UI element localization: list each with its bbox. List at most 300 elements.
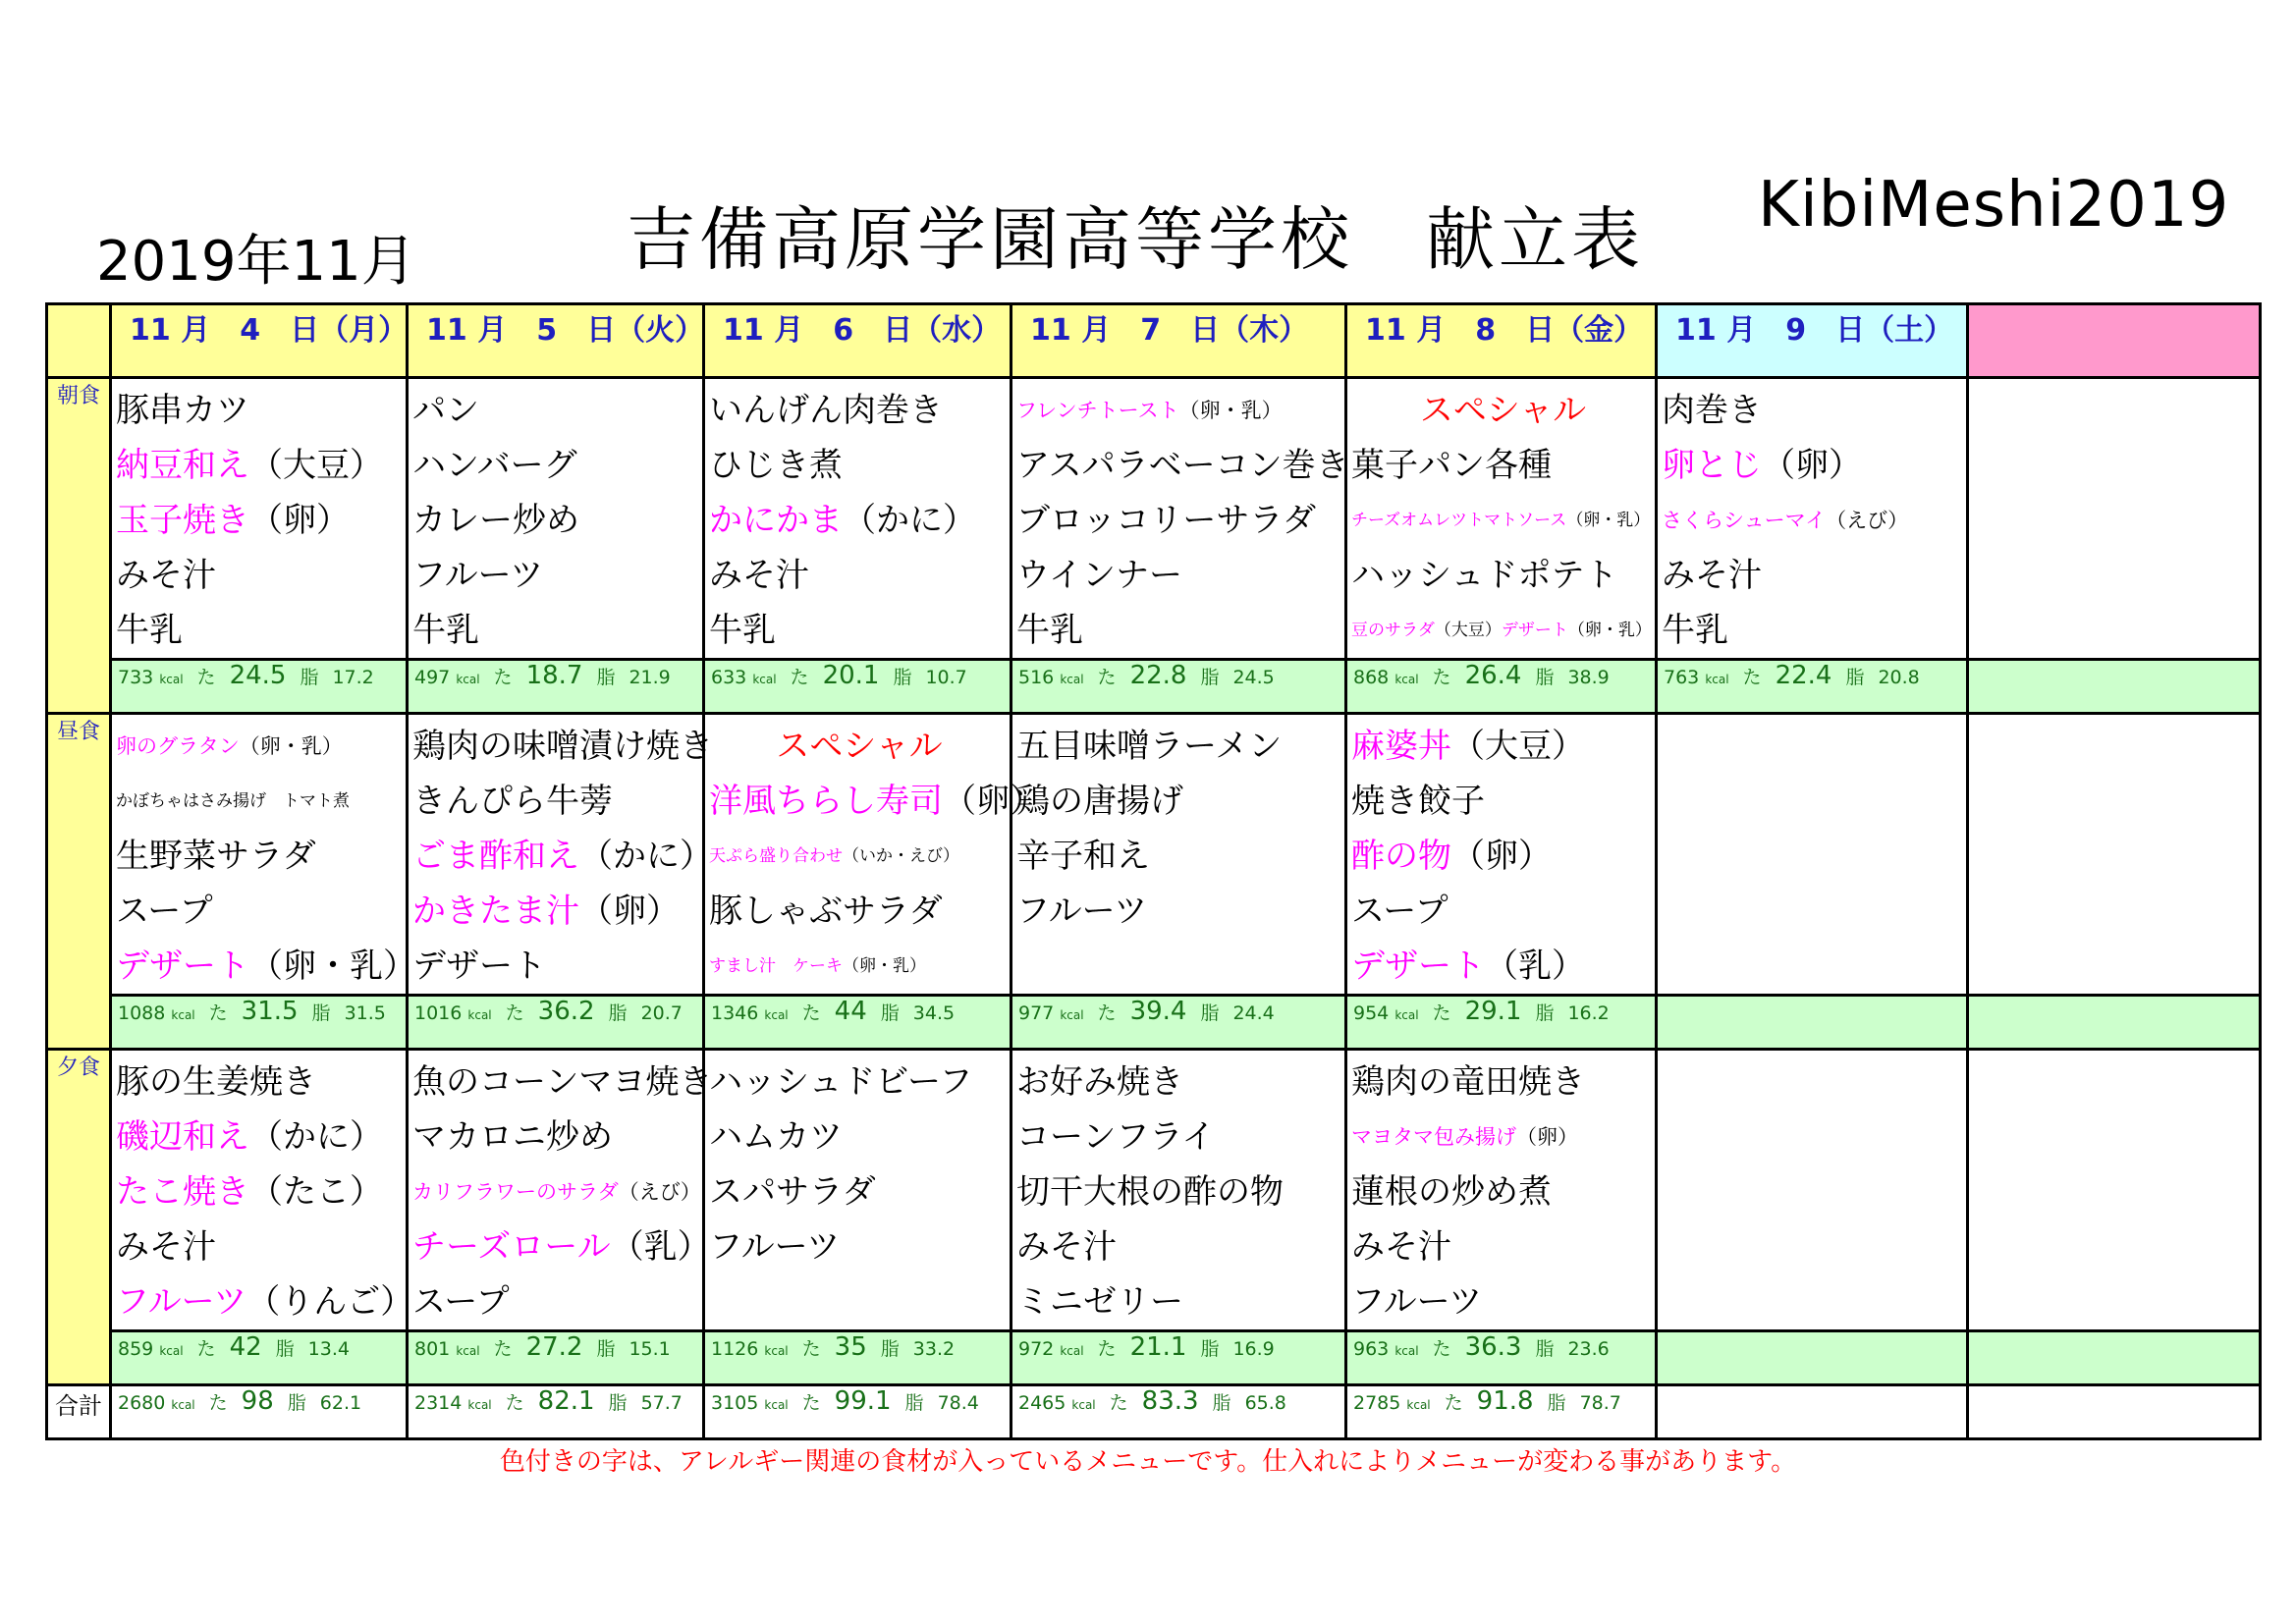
menu-item — [709, 1164, 1010, 1219]
menu-item — [709, 438, 1010, 493]
dish-name: アスパラベーコン巻き — [1016, 446, 1349, 485]
menu-item-list — [1347, 715, 1655, 994]
fat-unit: 脂 — [1547, 1392, 1566, 1414]
fat-unit: 脂 — [904, 1392, 924, 1414]
nutrition-values — [409, 1332, 702, 1362]
nutrition-values — [1012, 661, 1344, 690]
fat-value: 31.5 — [344, 1002, 386, 1024]
menu-item — [412, 1110, 702, 1164]
dish-name: フルーツ — [116, 1282, 247, 1322]
protein-value: 83.3 — [1141, 1386, 1199, 1416]
dish-name: チーズオムレツトマトソース — [1351, 511, 1567, 530]
dish-name: かきたま汁 — [412, 892, 579, 931]
fat-unit: 脂 — [1200, 667, 1220, 688]
header-row — [47, 304, 2261, 378]
dish-name: フルーツ — [1351, 1282, 1483, 1322]
dish-name: 五目味噌ラーメン — [1016, 727, 1283, 766]
meal-cell — [111, 1050, 414, 1331]
nutrition-values — [705, 661, 1010, 690]
menu-item — [1016, 493, 1344, 548]
meal-cell — [1346, 378, 1657, 660]
protein-unit: た — [208, 1392, 228, 1414]
dish-name: みそ汁 — [116, 1227, 216, 1267]
protein-unit: た — [196, 1338, 216, 1360]
meal-cell — [111, 714, 416, 996]
protein-value: 44 — [834, 997, 867, 1026]
kcal-unit: kcal — [171, 1398, 195, 1412]
dish-name: ハッシュドビーフ — [709, 1062, 973, 1102]
protein-value: 18.7 — [525, 661, 583, 690]
kcal-value: 972 — [1018, 1338, 1055, 1360]
fat-unit: 脂 — [1535, 1338, 1555, 1360]
menu-item-list — [112, 379, 406, 658]
menu-item — [709, 774, 1043, 829]
menu-item — [1351, 719, 1655, 774]
meal-cell — [408, 378, 704, 660]
kcal-value: 763 — [1664, 667, 1700, 688]
kcal-unit: kcal — [764, 1398, 789, 1412]
fat-unit: 脂 — [1200, 1002, 1220, 1024]
protein-unit: た — [801, 1392, 821, 1414]
nutrition-values — [409, 997, 702, 1026]
protein-unit: た — [196, 667, 216, 688]
allergen-note: （えび） — [1826, 509, 1909, 532]
menu-item-list — [1347, 1051, 1655, 1329]
menu-item — [1016, 1219, 1344, 1274]
kcal-value: 1126 — [711, 1338, 759, 1360]
menu-item — [1351, 438, 1655, 493]
menu-item — [709, 383, 1010, 438]
total-cell — [111, 1385, 408, 1439]
menu-item — [116, 603, 406, 658]
menu-item — [116, 939, 416, 994]
allergen-note: （大豆） — [1451, 727, 1585, 766]
fat-value: 21.9 — [629, 667, 671, 688]
menu-item — [116, 438, 406, 493]
dish-name: 鶏の唐揚げ — [1016, 782, 1183, 821]
kcal-value: 733 — [118, 667, 154, 688]
fat-unit: 脂 — [608, 1392, 628, 1414]
nutrition-values — [1347, 661, 1655, 690]
breakfast-label: 朝食 — [47, 378, 111, 714]
lunch-label: 昼食 — [47, 714, 111, 1050]
nutrition-cell — [1011, 1331, 1346, 1385]
kcal-value: 859 — [118, 1338, 154, 1360]
fat-unit: 脂 — [608, 1002, 628, 1024]
kcal-value: 1346 — [711, 1002, 759, 1024]
dish-name: 牛乳 — [412, 611, 479, 650]
dish-name: デザート — [1501, 621, 1568, 640]
brand-label: KibiMeshi2019 — [1758, 169, 2230, 242]
dish-name: 洋風ちらし寿司 — [709, 782, 943, 821]
menu-item — [116, 884, 406, 939]
dish-name: カレー炒め — [412, 501, 579, 540]
menu-item — [1351, 774, 1655, 829]
dish-name: 豚しゃぶサラダ — [709, 892, 943, 931]
nutrition-cell — [704, 660, 1011, 714]
allergen-note: （たこ） — [249, 1172, 383, 1212]
menu-item — [1016, 774, 1344, 829]
lunch-nutrition-row — [47, 996, 2261, 1050]
allergen-note: （卵・乳） — [843, 956, 926, 976]
dish-name: 蓮根の炒め煮 — [1351, 1172, 1552, 1212]
menu-item-list — [1012, 379, 1349, 658]
dish-name: 納豆和え — [116, 446, 249, 485]
menu-item — [116, 1274, 414, 1329]
allergen-note: （かに） — [579, 837, 713, 876]
protein-value: 99.1 — [834, 1386, 892, 1416]
allergen-note: （卵） — [579, 892, 680, 931]
menu-item — [116, 493, 406, 548]
fat-unit: 脂 — [1212, 1392, 1231, 1414]
menu-item — [709, 829, 1010, 884]
dish-name: お好み焼き — [1016, 1062, 1183, 1102]
kcal-unit: kcal — [1071, 1398, 1096, 1412]
protein-value: 98 — [241, 1386, 274, 1416]
menu-item — [1662, 548, 1966, 603]
dish-name: 鶏肉の味噌漬け焼き — [412, 727, 713, 766]
meal-cell — [1657, 378, 1968, 660]
menu-item — [709, 719, 1010, 774]
fat-unit: 脂 — [596, 1338, 616, 1360]
protein-value: 20.1 — [822, 661, 880, 690]
fat-value: 16.9 — [1232, 1338, 1275, 1360]
nutrition-values — [705, 1386, 1010, 1416]
menu-item — [1016, 383, 1344, 438]
dish-name: 卵とじ — [1662, 446, 1762, 485]
fat-unit: 脂 — [311, 1002, 331, 1024]
kcal-value: 801 — [414, 1338, 451, 1360]
menu-item — [116, 1164, 406, 1219]
dish-name: 魚のコーンマヨ焼き — [412, 1062, 713, 1102]
kcal-value: 954 — [1353, 1002, 1390, 1024]
dish-name: きんぴら牛蒡 — [412, 782, 613, 821]
meal-cell — [111, 378, 408, 660]
kcal-value: 1088 — [118, 1002, 166, 1024]
dish-name: 天ぷら盛り合わせ — [709, 846, 843, 866]
allergen-note: （えび） — [618, 1180, 701, 1204]
meal-cell-empty — [1968, 378, 2261, 660]
kcal-unit: kcal — [752, 673, 777, 686]
protein-unit: た — [208, 1002, 228, 1024]
day-header-thu: 11 月 7 日（木） — [1011, 304, 1346, 378]
dish-name: みそ汁 — [1016, 1227, 1117, 1267]
allergen-note: （いか・えび） — [843, 846, 959, 866]
allergen-note: （かに） — [249, 1117, 383, 1157]
menu-item — [412, 603, 702, 658]
protein-value: 22.8 — [1129, 661, 1187, 690]
protein-unit: た — [505, 1002, 524, 1024]
meal-cell — [1011, 378, 1349, 660]
nutrition-values — [1347, 997, 1655, 1026]
fat-unit: 脂 — [880, 1338, 900, 1360]
protein-value: 24.5 — [229, 661, 287, 690]
menu-item-list — [705, 1051, 1010, 1329]
protein-unit: た — [1444, 1392, 1463, 1414]
menu-item — [116, 829, 406, 884]
total-row — [47, 1385, 2261, 1439]
breakfast-row — [47, 378, 2261, 660]
meal-cell — [408, 714, 713, 996]
protein-value: 35 — [834, 1332, 867, 1362]
menu-item — [1016, 719, 1344, 774]
dish-name: かぼちゃはさみ揚げ トマト煮 — [116, 791, 350, 811]
dish-name: 酢の物 — [1351, 837, 1451, 876]
protein-value: 42 — [229, 1332, 262, 1362]
dish-name: コーンフライ — [1016, 1117, 1216, 1157]
menu-item — [412, 939, 702, 994]
menu-item — [1016, 939, 1344, 994]
nutrition-cell — [1011, 996, 1346, 1050]
menu-item — [1351, 1110, 1655, 1164]
menu-item — [412, 493, 702, 548]
dish-name: デザート — [116, 947, 249, 986]
day-header-sat: 11 月 9 日（土） — [1657, 304, 1968, 378]
meal-cell — [1346, 714, 1657, 996]
protein-value: 21.1 — [1129, 1332, 1187, 1362]
kcal-unit: kcal — [1705, 673, 1729, 686]
dish-name: ハンバーグ — [412, 446, 577, 485]
menu-item — [412, 719, 713, 774]
fat-value: 24.4 — [1232, 1002, 1275, 1024]
menu-item — [1016, 548, 1344, 603]
kcal-unit: kcal — [159, 673, 184, 686]
dish-name: フレンチトースト — [1016, 399, 1179, 422]
dish-name: ミニゼリー — [1016, 1282, 1183, 1322]
kcal-value: 2465 — [1018, 1392, 1066, 1414]
protein-unit: た — [801, 1338, 821, 1360]
menu-item — [1662, 493, 1966, 548]
dish-name: 辛子和え — [1016, 837, 1150, 876]
menu-item — [1351, 884, 1655, 939]
month-label: 2019年11月 — [96, 230, 416, 294]
lunch-row — [47, 714, 2261, 996]
meal-cell-empty — [1968, 1050, 2261, 1331]
allergen-note: （卵・乳） — [1178, 399, 1283, 422]
kcal-value: 2680 — [118, 1392, 166, 1414]
menu-item — [116, 1110, 406, 1164]
protein-unit: た — [505, 1392, 524, 1414]
fat-value: 17.2 — [332, 667, 374, 688]
dish-name: 牛乳 — [116, 611, 183, 650]
menu-item-list — [409, 715, 713, 994]
menu-item-list — [409, 1051, 713, 1329]
menu-item — [412, 884, 702, 939]
menu-item — [1351, 383, 1655, 438]
nutrition-cell — [704, 1331, 1011, 1385]
dish-name: かにかま — [709, 501, 843, 540]
fat-unit: 脂 — [287, 1392, 306, 1414]
dish-name: 牛乳 — [709, 611, 776, 650]
nutrition-cell — [704, 996, 1011, 1050]
menu-item — [1351, 1164, 1655, 1219]
dish-name: いんげん肉巻き — [709, 391, 943, 430]
dinner-nutrition-row — [47, 1331, 2261, 1385]
dish-name: 鶏肉の竜田焼き — [1351, 1062, 1585, 1102]
menu-item — [709, 548, 1010, 603]
menu-item — [412, 829, 713, 884]
dinner-row — [47, 1050, 2261, 1331]
fat-value: 65.8 — [1244, 1392, 1286, 1414]
meal-cell — [704, 714, 1043, 996]
menu-item — [116, 383, 406, 438]
nutrition-cell — [408, 660, 704, 714]
total-label: 合計 — [47, 1385, 111, 1439]
nutrition-cell — [408, 996, 704, 1050]
menu-item — [412, 1219, 711, 1274]
nutrition-values — [112, 997, 406, 1026]
nutrition-cell — [1657, 660, 1968, 714]
menu-item — [709, 1110, 1010, 1164]
kcal-unit: kcal — [1406, 1398, 1431, 1412]
fat-value: 16.2 — [1567, 1002, 1610, 1024]
nutrition-values — [112, 661, 406, 690]
fat-value: 23.6 — [1567, 1338, 1610, 1360]
nutrition-cell-empty — [1968, 660, 2261, 714]
nutrition-cell — [408, 1331, 704, 1385]
fat-value: 24.5 — [1232, 667, 1275, 688]
total-cell — [1011, 1385, 1346, 1439]
kcal-unit: kcal — [1394, 1344, 1419, 1358]
menu-item — [1351, 1274, 1655, 1329]
allergen-note: （卵・乳） — [1567, 621, 1652, 640]
fat-unit: 脂 — [880, 1002, 900, 1024]
page-title: 吉備高原学園高等学校 献立表 — [627, 199, 1644, 280]
kcal-unit: kcal — [159, 1344, 184, 1358]
dish-name: カリフラワーのサラダ — [412, 1180, 619, 1204]
menu-item — [412, 774, 702, 829]
fat-value: 78.7 — [1579, 1392, 1621, 1414]
menu-item — [1016, 1274, 1344, 1329]
day-header-wed: 11 月 6 日（水） — [704, 304, 1011, 378]
menu-item — [116, 719, 406, 774]
fat-value: 20.7 — [640, 1002, 683, 1024]
menu-item — [1351, 493, 1655, 548]
fat-unit: 脂 — [596, 667, 616, 688]
menu-item — [412, 1055, 713, 1110]
kcal-unit: kcal — [456, 673, 480, 686]
nutrition-cell-empty — [1968, 996, 2261, 1050]
dish-name: 菓子パン各種 — [1351, 446, 1552, 485]
menu-item — [1016, 829, 1344, 884]
protein-value: 27.2 — [525, 1332, 583, 1362]
day-header-blank — [1968, 304, 2261, 378]
meal-cell-empty — [1657, 1050, 1968, 1331]
nutrition-values — [1347, 1386, 1655, 1416]
menu-item-list — [1347, 379, 1655, 658]
dish-name: 牛乳 — [1662, 611, 1728, 650]
nutrition-values — [705, 997, 1010, 1026]
menu-item — [1016, 1110, 1344, 1164]
day-header-tue: 11 月 5 日（火） — [408, 304, 704, 378]
menu-item-list — [1658, 379, 1966, 658]
dish-name: フルーツ — [1016, 892, 1148, 931]
kcal-value: 633 — [711, 667, 747, 688]
menu-item — [1016, 438, 1349, 493]
dish-name: 磯辺和え — [116, 1117, 249, 1157]
dish-name: みそ汁 — [1662, 556, 1762, 595]
kcal-unit: kcal — [171, 1008, 195, 1022]
meal-cell — [1346, 1050, 1657, 1331]
dish-name: スープ — [412, 1282, 510, 1322]
protein-value: 91.8 — [1476, 1386, 1534, 1416]
kcal-value: 516 — [1018, 667, 1055, 688]
dish-name: デザート — [412, 947, 546, 986]
menu-item — [1016, 1164, 1344, 1219]
dish-name: 肉巻き — [1662, 391, 1762, 430]
dish-name: パン — [412, 391, 479, 430]
menu-item-list — [112, 715, 416, 994]
protein-value: 39.4 — [1129, 997, 1187, 1026]
kcal-value: 497 — [414, 667, 451, 688]
special-label: スペシャル — [1419, 391, 1587, 430]
fat-unit: 脂 — [1535, 1002, 1555, 1024]
meal-cell-empty — [1657, 714, 1968, 996]
menu-item — [116, 774, 406, 829]
fat-value: 10.7 — [925, 667, 967, 688]
fat-unit: 脂 — [1845, 667, 1865, 688]
menu-item — [1016, 603, 1344, 658]
menu-table — [45, 302, 2262, 1440]
dish-name: ケーキ — [793, 956, 843, 976]
dish-name: 牛乳 — [1016, 611, 1083, 650]
kcal-value: 963 — [1353, 1338, 1390, 1360]
total-cell-empty — [1657, 1385, 1968, 1439]
protein-unit: た — [1097, 1002, 1117, 1024]
protein-value: 36.2 — [537, 997, 595, 1026]
menu-item — [1016, 884, 1344, 939]
dish-name: すまし汁 — [709, 956, 793, 976]
fat-value: 57.7 — [640, 1392, 683, 1414]
kcal-value: 3105 — [711, 1392, 759, 1414]
protein-unit: た — [1097, 1338, 1117, 1360]
total-cell — [704, 1385, 1011, 1439]
kcal-value: 2785 — [1353, 1392, 1401, 1414]
dish-name: 玉子焼き — [116, 501, 249, 540]
meal-cell — [1011, 714, 1346, 996]
menu-item — [412, 438, 702, 493]
dish-name: ブロッコリーサラダ — [1016, 501, 1316, 540]
dish-name: ひじき煮 — [709, 446, 843, 485]
kcal-unit: kcal — [1394, 673, 1419, 686]
protein-value: 29.1 — [1464, 997, 1522, 1026]
nutrition-cell-empty — [1657, 996, 1968, 1050]
menu-item — [709, 939, 1010, 994]
dish-name: スパサラダ — [709, 1172, 876, 1212]
menu-item-list — [1012, 715, 1344, 994]
fat-unit: 脂 — [1200, 1338, 1220, 1360]
dish-name: ごま酢和え — [412, 837, 579, 876]
dish-name: ウインナー — [1016, 556, 1182, 595]
fat-value: 34.5 — [912, 1002, 956, 1024]
dinner-label: 夕食 — [47, 1050, 111, 1385]
menu-item — [1351, 603, 1655, 658]
dish-name: みそ汁 — [116, 556, 216, 595]
menu-item — [1351, 939, 1655, 994]
menu-item — [412, 548, 702, 603]
allergen-note: （乳） — [610, 1227, 711, 1267]
menu-item — [1016, 1055, 1344, 1110]
special-label: スペシャル — [776, 727, 943, 766]
kcal-unit: kcal — [1060, 1344, 1084, 1358]
menu-item — [709, 603, 1010, 658]
fat-value: 78.4 — [937, 1392, 979, 1414]
kcal-unit: kcal — [467, 1398, 492, 1412]
menu-item-list — [112, 1051, 414, 1329]
dish-name: 焼き餃子 — [1351, 782, 1485, 821]
kcal-value: 1016 — [414, 1002, 463, 1024]
nutrition-values — [112, 1386, 406, 1416]
